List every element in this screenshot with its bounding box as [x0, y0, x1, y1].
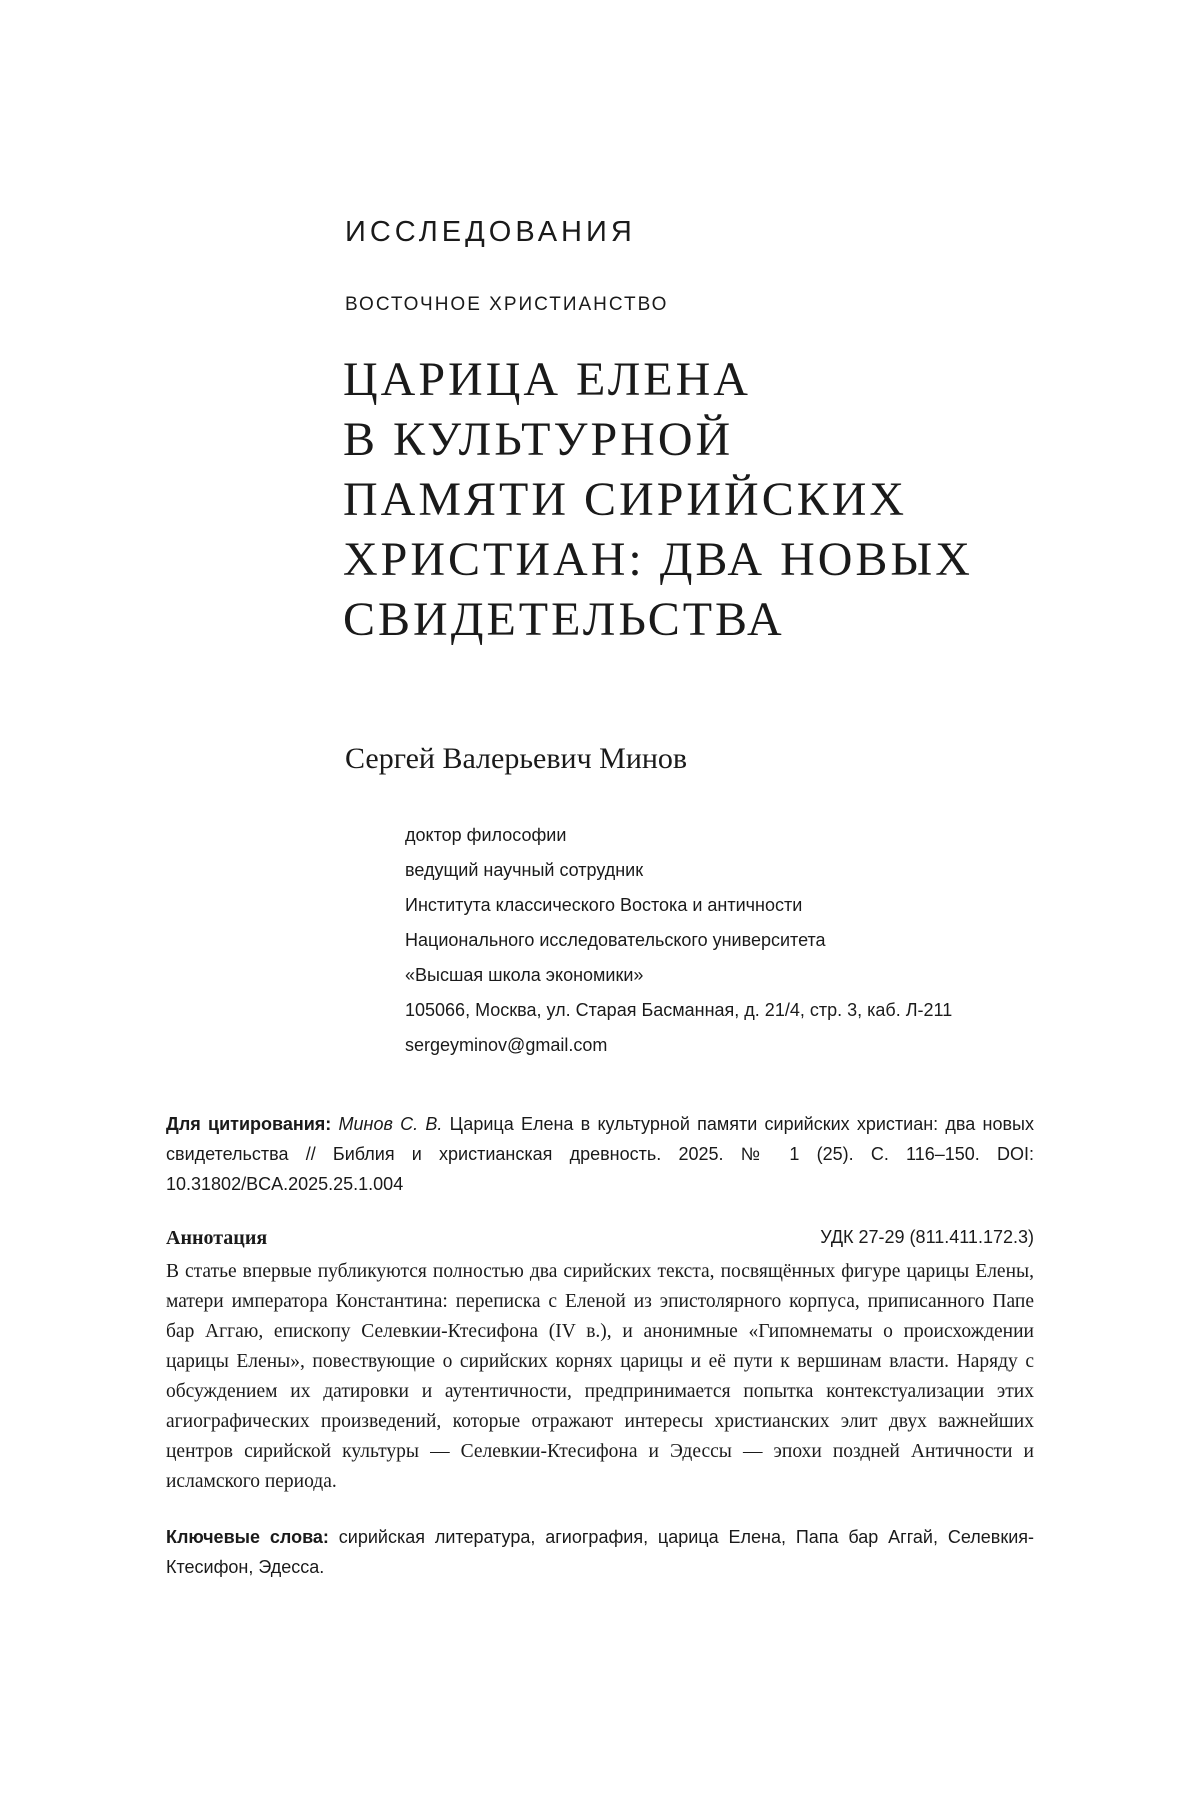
affiliation-address: 105066, Москва, ул. Старая Басманная, д. 21/4, стр. 3, каб. Л-211 [405, 1000, 953, 1020]
author-affiliation [405, 818, 952, 1063]
title-line: СВИДЕТЕЛЬСТВА [343, 593, 785, 646]
author-email[interactable]: sergeyminov@gmail.com [405, 1035, 608, 1055]
citation-label: Для цитирования: [166, 1114, 332, 1134]
title-line: ХРИСТИАН: ДВА НОВЫХ [343, 533, 973, 586]
affiliation-institute: Института классического Востока и античности [405, 895, 803, 915]
affiliation-university: Национального исследовательского университета [405, 930, 826, 950]
title-line: ПАМЯТИ СИРИЙСКИХ [343, 473, 908, 526]
affiliation-degree: доктор философии [405, 825, 567, 845]
abstract-label: Аннотация [166, 1227, 268, 1249]
keywords-label: Ключевые слова: [166, 1527, 329, 1547]
keywords-block [166, 1522, 1034, 1582]
subsection-heading: ВОСТОЧНОЕ ХРИСТИАНСТВО [345, 294, 669, 315]
section-heading: ИССЛЕДОВАНИЯ [345, 216, 636, 248]
citation-block [166, 1109, 1034, 1199]
title-line: ЦАРИЦА ЕЛЕНА [343, 353, 751, 406]
keywords-text: сирийская литература, агиография, царица Елена, Папа бар Аггай, Селевкия-Ктесифон, Эдесса. [166, 1527, 1034, 1577]
affiliation-university-name: «Высшая школа экономики» [405, 965, 644, 985]
article-title [343, 350, 1163, 650]
title-line: В КУЛЬТУРНОЙ [343, 413, 734, 466]
abstract-text: В статье впервые публикуются полностью два сирийских текста, посвящённых фигуре царицы Елены, матери императора Константина: переписка с Еленой из эпистолярного корпуса, приписанного Папе бар Аггаю, епископу Селевкии-Ктесифона (IV в.), и анонимные «Гипомнематы о происхождении царицы Елены», повествующие о сирийских корнях царицы и её пути к вершинам власти. Наряду с обсуждением их датировки и аутентичности, предпринимается попытка контекстуализации этих агиографических произведений, которые отражают интересы христианских элит двух важнейших центров сирийской культуры — Селевкии-Ктесифона и Эдессы — эпохи поздней Античности и исламского периода. [166, 1261, 1034, 1492]
citation-text: Царица Елена в культурной памяти сирийских христиан: два новых свидетельства // Библия и христианская древность. 2025. № 1 (25). С. 116–150. DOI: 10.31802/BCA.2025.25.1.004 [166, 1114, 1034, 1194]
citation-author: Минов С. В. [338, 1114, 443, 1134]
udc-code: УДК 27-29 (811.411.172.3) [820, 1227, 1034, 1247]
author-name: Сергей Валерьевич Минов [345, 742, 688, 775]
abstract-header [166, 1227, 1034, 1257]
affiliation-position: ведущий научный сотрудник [405, 860, 644, 880]
